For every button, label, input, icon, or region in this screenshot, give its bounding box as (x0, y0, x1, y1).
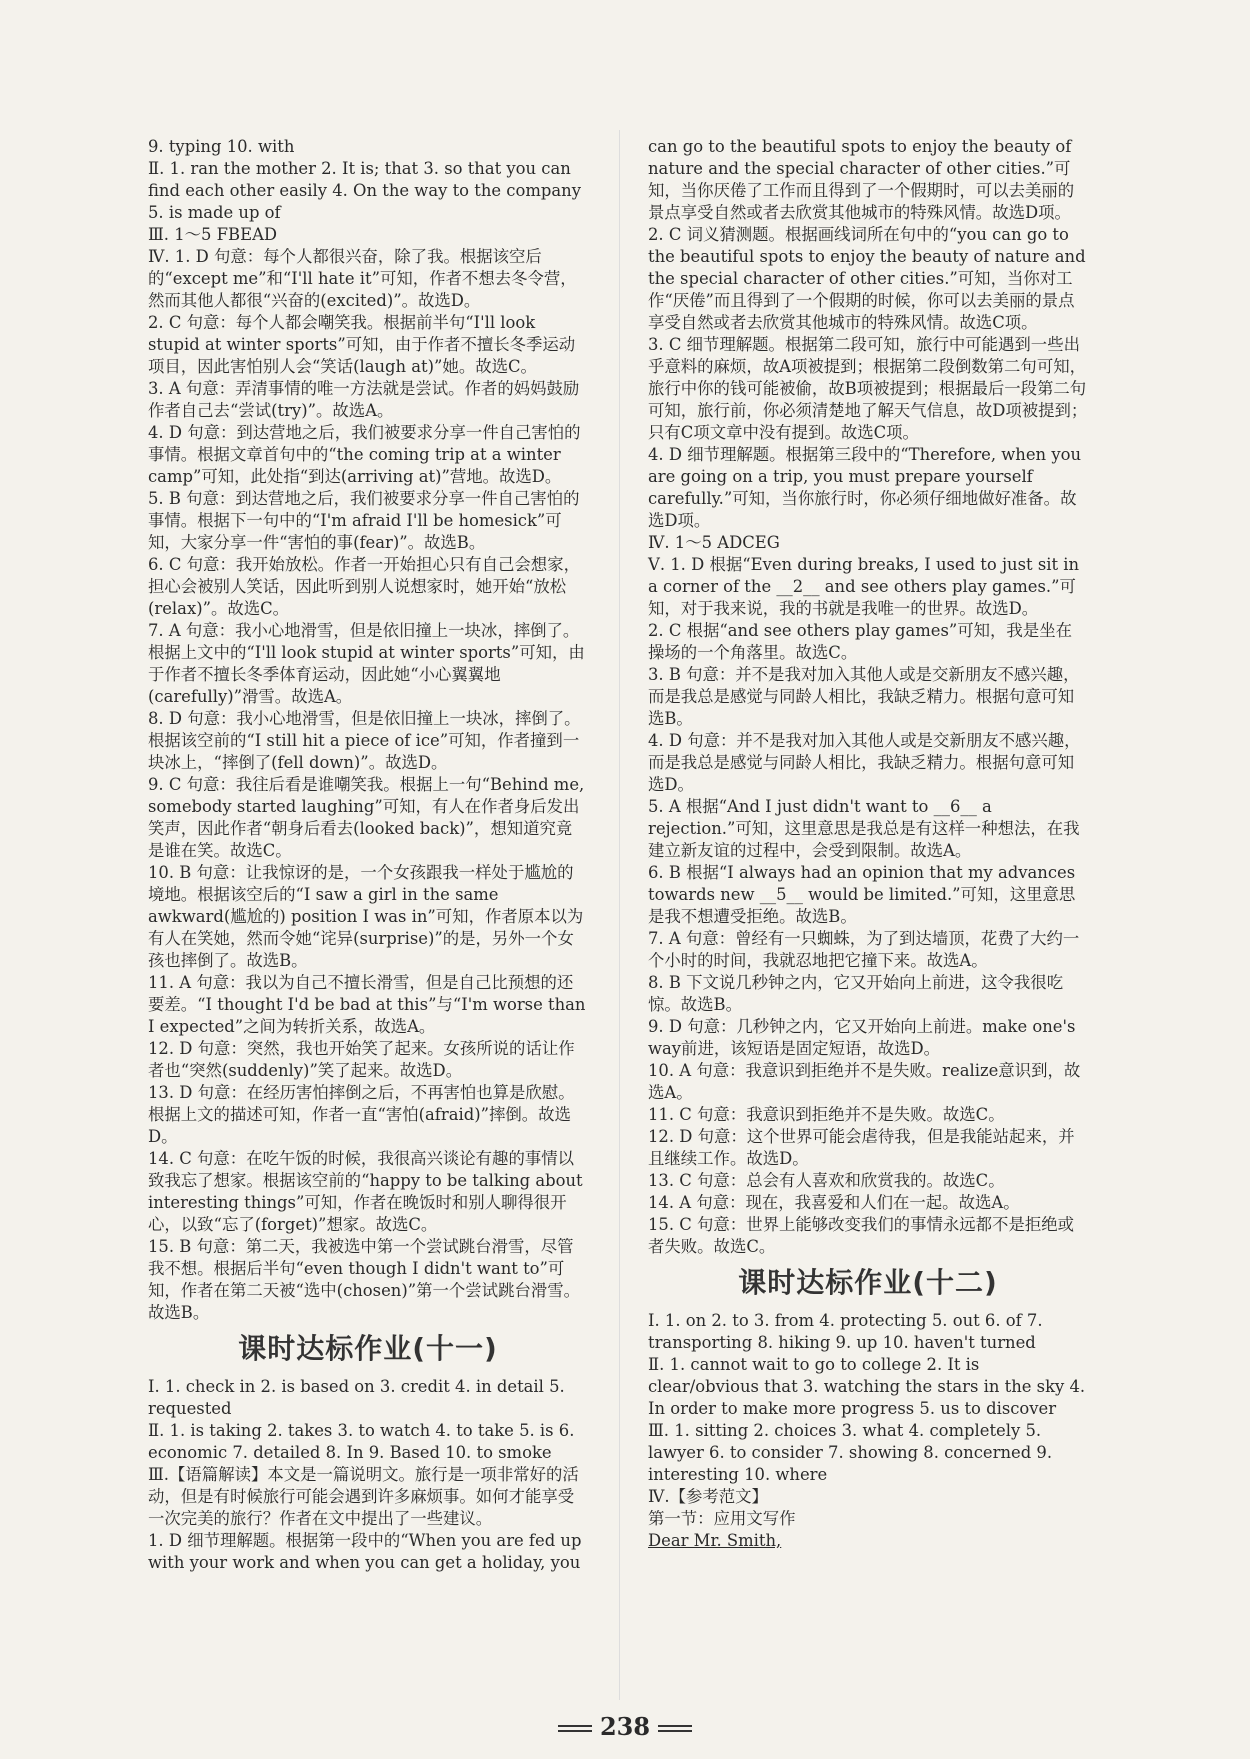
right-column (648, 136, 1088, 1552)
paragraph: 6. B 根据“I always had an opinion that my advances towards new __5__ would be limited.”可知，这里意思是我不想遭受拒绝。故选B。 (648, 863, 1076, 926)
paragraph: can go to the beautiful spots to enjoy the beauty of nature and the special character of other cities.”可知，当你厌倦了工作而且得到了一个假期时，可以去美丽的景点享受自然或者去欣赏其他城市的特殊风情。故选D项。 (648, 137, 1075, 222)
paragraph: 12. D 句意：突然，我也开始笑了起来。女孩所说的话让作者也“突然(suddenly)”笑了起来。故选D。 (148, 1039, 575, 1080)
paragraph: 14. C 句意：在吃午饭的时候，我很高兴谈论有趣的事情以致我忘了想家。根据该空前的“happy to be talking about interesting things”可知，作者在晚饭时和别人聊得很开心，以致“忘了(forget)”想家。故选C。 (148, 1149, 583, 1234)
paragraph: 3. A 句意：弄清事情的唯一方法就是尝试。作者的妈妈鼓励作者自己去“尝试(try)”。故选A。 (148, 379, 580, 420)
paragraph: 10. A 句意：我意识到拒绝并不是失败。realize意识到，故选A。 (648, 1061, 1081, 1102)
page-number-footer (0, 1712, 1250, 1741)
paragraph: 8. B 下文说几秒钟之内，它又开始向上前进，这令我很吃惊。故选B。 (648, 973, 1064, 1014)
paragraph: 11. C 句意：我意识到拒绝并不是失败。故选C。 (648, 1105, 1005, 1124)
paragraph: 7. A 句意：我小心地滑雪，但是依旧撞上一块冰，摔倒了。根据上文中的“I'll look stupid at winter sports”可知，由于作者不擅长冬季体育运动，因此她“小心翼翼地(carefully)”滑雪。故选A。 (148, 621, 585, 706)
paragraph: 15. B 句意：第二天，我被选中第一个尝试跳台滑雪，尽管我不想。根据后半句“even though I didn't want to”可知，作者在第二天被“选中(chosen)”第一个尝试跳台滑雪。故选B。 (148, 1237, 581, 1322)
paragraph: 4. D 句意：并不是我对加入其他人或是交新朋友不感兴趣，而是我总是感觉与同龄人相比，我缺乏精力。根据句意可知选D。 (648, 731, 1081, 794)
paragraph: 7. A 句意：曾经有一只蜘蛛，为了到达墙顶，花费了大约一个小时的时间，我就忍地把它撞下来。故选A。 (648, 929, 1080, 970)
paragraph: Ⅳ.【参考范文】 (648, 1487, 768, 1506)
paragraph: 8. D 句意：我小心地滑雪，但是依旧撞上一块冰，摔倒了。根据该空前的“I still hit a piece of ice”可知，作者撞到一块冰上，“摔倒了(fell down)”。故选D。 (148, 709, 581, 772)
paragraph: 9. D 句意：几秒钟之内，它又开始向上前进。make one's way前进，该短语是固定短语，故选D。 (648, 1017, 1076, 1058)
paragraph: Ⅳ. 1. D 句意：每个人都很兴奋，除了我。根据该空后的“except me”和“I'll hate it”可知，作者不想去冬令营，然而其他人都很“兴奋的(excited)”。故选D。 (148, 247, 577, 310)
paragraph: 第一节：应用文写作 (648, 1509, 796, 1528)
paragraph: 4. D 句意：到达营地之后，我们被要求分享一件自己害怕的事情。根据文章首句中的“the coming trip at a winter camp”可知，此处指“到达(arriving at)”营地。故选D。 (148, 423, 581, 486)
paragraph: 5. A 根据“And I just didn't want to __6__ a rejection.”可知，这里意思是我总是有这样一种想法，在我建立新友谊的过程中，会受到限制。故选A。 (648, 797, 1080, 860)
paragraph: Ⅰ. 1. check in 2. is based on 3. credit 4. in detail 5. requested (148, 1377, 565, 1418)
paragraph: Ⅱ. 1. cannot wait to go to college 2. It is clear/obvious that 3. watching the stars in the sky 4. In order to make more progress 5. us to discover (648, 1355, 1086, 1418)
paragraph: 4. D 细节理解题。根据第三段中的“Therefore, when you are going on a trip, you must prepare yourself carefully.”可知，当你旅行时，你必须仔细地做好准备。故选D项。 (648, 445, 1082, 530)
paragraph: 2. C 词义猜测题。根据画线词所在句中的“you can go to the beautiful spots to enjoy the beauty of nature and the special character of other cities.”可知，当你对工作“厌倦”而且得到了一个假期的时候，你可以去美丽的景点享受自然或者去欣赏其他城市的特殊风情。故选C项。 (648, 225, 1086, 332)
paragraph: 6. C 句意：我开始放松。作者一开始担心只有自己会想家，担心会被别人笑话，因此听到别人说想家时，她开始“放松(relax)”。故选C。 (148, 555, 580, 618)
left-column (148, 136, 588, 1574)
paragraph: Ⅳ. 1～5 ADCEG (648, 533, 780, 552)
paragraph: 13. D 句意：在经历害怕摔倒之后，不再害怕也算是欣慰。根据上文的描述可知，作者一直“害怕(afraid)”摔倒。故选D。 (148, 1083, 575, 1146)
letter-salutation: Dear Mr. Smith, (648, 1531, 782, 1550)
paragraph: 12. D 句意：这个世界可能会虐待我，但是我能站起来，并且继续工作。故选D。 (648, 1127, 1075, 1168)
column-divider (619, 130, 620, 1700)
page-number-dash (558, 1725, 592, 1732)
section-heading: 课时达标作业(十二) (738, 1266, 998, 1299)
section-heading: 课时达标作业(十一) (238, 1332, 498, 1365)
paragraph: Ⅲ. 1～5 FBEAD (148, 225, 278, 244)
page-number-dash (658, 1725, 692, 1732)
paragraph: Ⅴ. 1. D 根据“Even during breaks, I used to just sit in a corner of the __2__ and see others play games.”可知，对于我来说，我的书就是我唯一的世界。故选D。 (648, 555, 1080, 618)
paragraph: 3. B 句意：并不是我对加入其他人或是交新朋友不感兴趣，而是我总是感觉与同龄人相比，我缺乏精力。根据句意可知选B。 (648, 665, 1080, 728)
paragraph: Ⅱ. 1. ran the mother 2. It is; that 3. so that you can find each other easily 4. On the way to the company 5. is made up of (148, 159, 581, 222)
paragraph: Ⅰ. 1. on 2. to 3. from 4. protecting 5. out 6. of 7. transporting 8. hiking 9. up 10. haven't turned (648, 1311, 1043, 1352)
paragraph: 1. D 细节理解题。根据第一段中的“When you are fed up with your work and when you can get a holiday, you (148, 1531, 582, 1572)
paragraph: 11. A 句意：我以为自己不擅长滑雪，但是自己比预想的还要差。“I thought I'd be bad at this”与“I'm worse than I expected”之间为转折关系，故选A。 (148, 973, 586, 1036)
page-number: 238 (599, 1712, 651, 1741)
paragraph: 15. C 句意：世界上能够改变我们的事情永远都不是拒绝或者失败。故选C。 (648, 1215, 1075, 1256)
paragraph: 9. typing 10. with (148, 137, 295, 156)
paragraph: 10. B 句意：让我惊讶的是，一个女孩跟我一样处于尴尬的境地。根据该空后的“I saw a girl in the same awkward(尴尬的) position I was in”可知，作者原本以为有人在笑她，然而令她“诧异(surprise)”的是，另外一个女孩也摔倒了。故选B。 (148, 863, 584, 970)
paragraph: Ⅲ.【语篇解读】本文是一篇说明文。旅行是一项非常好的活动，但是有时候旅行可能会遇到许多麻烦事。如何才能享受一次完美的旅行？作者在文中提出了一些建议。 (148, 1465, 579, 1528)
paragraph: 3. C 细节理解题。根据第二段可知，旅行中可能遇到一些出乎意料的麻烦，故A项被提到；根据第二段倒数第二句可知，旅行中你的钱可能被偷，故B项被提到；根据最后一段第二句可知，旅行前，你必须清楚地了解天气信息，故D项被提到；只有C项文章中没有提到。故选C项。 (648, 335, 1088, 442)
paragraph: Ⅱ. 1. is taking 2. takes 3. to watch 4. to take 5. is 6. economic 7. detailed 8. In 9. Based 10. to smoke (148, 1421, 575, 1462)
paragraph: 2. C 句意：每个人都会嘲笑我。根据前半句“I'll look stupid at winter sports”可知，由于作者不擅长冬季运动项目，因此害怕别人会“笑话(laugh at)”她。故选C。 (148, 313, 576, 376)
paragraph: 2. C 根据“and see others play games”可知，我是坐在操场的一个角落里。故选C。 (648, 621, 1072, 662)
paragraph: 14. A 句意：现在，我喜爱和人们在一起。故选A。 (648, 1193, 1020, 1212)
paragraph: Ⅲ. 1. sitting 2. choices 3. what 4. completely 5. lawyer 6. to consider 7. showing 8. concerned 9. interesting 10. where (648, 1421, 1053, 1484)
paragraph: 13. C 句意：总会有人喜欢和欣赏我的。故选C。 (648, 1171, 1005, 1190)
paragraph: 9. C 句意：我往后看是谁嘲笑我。根据上一句“Behind me, somebody started laughing”可知，有人在作者身后发出笑声，因此作者“朝身后看去(looked back)”，想知道究竟是谁在笑。故选C。 (148, 775, 585, 860)
paragraph: 5. B 句意：到达营地之后，我们被要求分享一件自己害怕的事情。根据下一句中的“I'm afraid I'll be homesick”可知，大家分享一件“害怕的事(fear)”。故选B。 (148, 489, 580, 552)
